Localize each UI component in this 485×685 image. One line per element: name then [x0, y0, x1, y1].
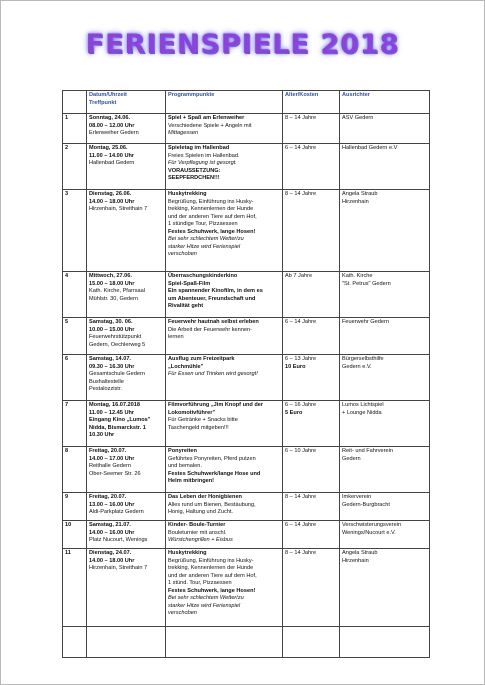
datum-line: 14.00 – 17.00 Uhr — [89, 455, 135, 462]
datum-line: Freitag, 20.07. — [89, 494, 127, 500]
table-row — [63, 190, 430, 272]
cell-alter — [283, 190, 340, 272]
program-table — [62, 90, 430, 658]
programm-line: Für Verpflegung ist gesorgt. — [168, 160, 237, 166]
cell-programm — [166, 447, 283, 493]
alter-line: 6 – 14 Jahre — [285, 145, 317, 151]
datum-line: 09.30 – 16.30 Uhr — [89, 363, 135, 370]
cell-ausrichter — [340, 493, 430, 521]
alter-line: 6 – 14 Jahre — [285, 319, 317, 325]
cell-datum — [87, 190, 166, 272]
empty-cell — [63, 627, 87, 658]
cell-ausrichter — [340, 355, 430, 401]
programm-line: Taschengeld mitgeben!!! — [168, 424, 229, 431]
ausrichter-line: Reit- und Fahrverein — [342, 448, 393, 454]
programm-line: Huskytrekking — [168, 191, 207, 197]
table-row — [63, 521, 430, 549]
cell-datum — [87, 447, 166, 493]
programm-line: Verschiedene Spiele + Angeln mit — [168, 122, 252, 129]
table-row — [63, 144, 430, 190]
cell-datum — [87, 355, 166, 401]
cell-alter — [283, 447, 340, 493]
cell-programm — [166, 355, 283, 401]
row-number: 1 — [63, 114, 87, 144]
ausrichter-line: Hirzenhain — [342, 557, 369, 564]
programm-line: Festes Schuhwerk/lange Hose und — [168, 470, 261, 477]
programm-line: Ein spannender Kinofilm, in dem es — [168, 288, 263, 294]
table-row — [63, 318, 430, 355]
datum-line: Samstag, 30. 06. — [89, 319, 133, 325]
cell-datum — [87, 272, 166, 318]
header-ausrichter: Ausrichter — [340, 91, 430, 114]
table-row — [63, 549, 430, 627]
cell-alter — [283, 549, 340, 627]
programm-line: und der anderen Tiere auf dem Hof, — [168, 213, 257, 220]
cell-programm — [166, 318, 283, 355]
datum-line: Freitag, 20.07. — [89, 448, 127, 454]
programm-line: Für Essen und Trinken wird gesorgt! — [168, 371, 258, 377]
datum-line: Platz Nucourt, Wenings — [89, 537, 148, 543]
datum-line: Aldi-Parkplatz Gedern — [89, 509, 144, 515]
cell-programm — [166, 401, 283, 447]
datum-line: 10.30 Uhr — [89, 432, 115, 438]
ausrichter-line: Gedern e.V. — [342, 363, 372, 370]
table-row — [63, 355, 430, 401]
ausrichter-line: Feuerwehr Gedern — [342, 319, 389, 325]
datum-line: Hirzenhain, Streithain 7 — [89, 206, 148, 212]
cell-programm — [166, 190, 283, 272]
row-number: 11 — [63, 549, 87, 627]
programm-line: um Abenteuer, Freundschaft und — [168, 295, 256, 302]
programm-line: Begrüßung, Einführung ins Husky- — [168, 557, 254, 564]
cell-datum — [87, 493, 166, 521]
datum-line: Feuerwehrstützpunkt — [89, 334, 142, 340]
programm-line: Würstchengrillen + Eisbus — [168, 537, 233, 543]
cell-datum — [87, 144, 166, 190]
programm-line: Freies Spielen im Hallenbad. — [168, 152, 240, 159]
datum-line: Reithalle Gedern — [89, 463, 131, 469]
programm-line: Spiel + Spaß am Erlenweiher — [168, 115, 245, 121]
programm-line: Überraschungskinderkino — [168, 273, 238, 279]
ausrichter-line: Lumos Lichtspiel — [342, 402, 384, 408]
alter-line: 6 – 14 Jahre — [285, 522, 317, 528]
table-row — [63, 401, 430, 447]
programm-line: Begrüßung, Einführung ins Husky- — [168, 198, 254, 205]
programm-line: Ausflug zum Freizeitpark — [168, 356, 235, 362]
empty-cell — [166, 627, 283, 658]
datum-line: Samstag, 21.07. — [89, 522, 131, 528]
cell-programm — [166, 114, 283, 144]
row-number: 2 — [63, 144, 87, 190]
ausrichter-line: Gedern-Burgbracht — [342, 501, 390, 508]
cell-ausrichter — [340, 190, 430, 272]
table-row — [63, 493, 430, 521]
ausrichter-line: Bürgerselbsthilfe — [342, 356, 384, 362]
cell-alter — [283, 144, 340, 190]
datum-line: Pestalozzistr. — [89, 386, 122, 392]
cell-ausrichter — [340, 447, 430, 493]
programm-line: Filmvorführung „Jim Knopf und der — [168, 402, 264, 408]
ausrichter-line: Wenings/Nucourt e.V. — [342, 529, 396, 536]
table-row — [63, 447, 430, 493]
cell-ausrichter — [340, 521, 430, 549]
cell-datum — [87, 318, 166, 355]
cell-alter — [283, 401, 340, 447]
datum-line: 08.00 – 12.00 Uhr — [89, 122, 135, 129]
programm-line: Das Leben der Honigbienen — [168, 494, 242, 500]
alter-line: 8 – 14 Jahre — [285, 115, 317, 121]
cell-ausrichter — [340, 318, 430, 355]
datum-line: Ober-Seemer Str. 26 — [89, 470, 141, 477]
datum-line: Gedern, Oechlerweg 5 — [89, 341, 146, 348]
programm-line: 1 stünd. Tour, Pizzaessen — [168, 580, 232, 586]
datum-line: Nidda, Bismarckstr. 1 — [89, 424, 146, 431]
datum-line: 14.00 – 18.00 Uhr — [89, 198, 135, 205]
programm-line: VORAUSSETZUNG: — [168, 167, 221, 174]
cell-datum — [87, 521, 166, 549]
datum-line: 14.00 – 18.00 Uhr — [89, 557, 135, 564]
header-alter: Alter/Kosten — [283, 91, 340, 114]
datum-line: 13.00 – 16.00 Uhr — [89, 501, 135, 508]
ausrichter-line: Gedern — [342, 455, 361, 462]
ausrichter-line: Hallenbad Gedern e.V — [342, 145, 398, 151]
cell-alter — [283, 521, 340, 549]
table-row — [63, 272, 430, 318]
ausrichter-line: Angela Straub — [342, 550, 378, 556]
programm-line: Rivalität geht — [168, 303, 204, 309]
datum-line: 11.00 – 12.45 Uhr — [89, 409, 135, 416]
datum-line: Bushaltestelle — [89, 378, 124, 385]
row-number: 10 — [63, 521, 87, 549]
datum-line: Eingang Kino „Lumos" — [89, 417, 151, 423]
cell-alter — [283, 272, 340, 318]
datum-line: Montag, 16.07.2018 — [89, 402, 140, 408]
datum-line: 15.00 – 18.00 Uhr — [89, 280, 135, 287]
cell-ausrichter — [340, 114, 430, 144]
programm-line: Geführtes Ponyreiten, Pferd putzen — [168, 455, 256, 462]
empty-cell — [283, 627, 340, 658]
alter-line: 8 – 14 Jahre — [285, 494, 317, 500]
ausrichter-line: Angela Straub — [342, 191, 378, 197]
alter-line: 6 – 16 Jahre — [285, 402, 317, 408]
cell-datum — [87, 401, 166, 447]
programm-line: Bei sehr schlechtem Wetter/zu — [168, 236, 244, 242]
programm-line: Alles rund um Bienen, Bestäubung, — [168, 501, 256, 508]
programm-line: und bemalen. — [168, 463, 202, 469]
programm-line: Helm mitbringen! — [168, 478, 214, 484]
row-number: 9 — [63, 493, 87, 521]
row-number: 4 — [63, 272, 87, 318]
cell-datum — [87, 549, 166, 627]
programm-line: Die Arbeit der Feuerwehr kennen- — [168, 326, 252, 333]
programm-line: Festes Schuhwerk, lange Hosen! — [168, 228, 256, 235]
programm-line: Kinder- Boule-Turnier — [168, 522, 226, 528]
cell-alter — [283, 355, 340, 401]
datum-line: Dienstag, 26.06. — [89, 191, 132, 197]
table-body — [63, 114, 430, 658]
alter-line: 5 Euro — [285, 409, 303, 416]
programm-line: starker Hitze wird Ferienspiel — [168, 243, 241, 250]
cell-programm — [166, 521, 283, 549]
alter-line: 8 – 14 Jahre — [285, 550, 317, 556]
row-number: 6 — [63, 355, 87, 401]
programm-line: Ponyreiten — [168, 448, 197, 454]
alter-line: 6 – 10 Jahre — [285, 448, 317, 454]
programm-line: Huskytrekking — [168, 550, 207, 556]
programm-line: lernen — [168, 334, 184, 340]
datum-line: Gesamtschule Gedern — [89, 371, 145, 377]
cell-datum — [87, 114, 166, 144]
programm-line: trekking, Kennenlernen der Hunde — [168, 206, 254, 212]
cell-ausrichter — [340, 144, 430, 190]
alter-line: 6 – 13 Jahre — [285, 356, 317, 362]
header-datum — [87, 91, 166, 114]
datum-line: Dienstag, 24.07. — [89, 550, 132, 556]
page-title: FERIENSPIELE 2018 — [85, 29, 400, 60]
datum-line: Hallenbad Gedern — [89, 160, 135, 166]
cell-programm — [166, 144, 283, 190]
programm-line: trekking, Kennenlernen der Hunde — [168, 565, 254, 571]
cell-ausrichter — [340, 272, 430, 318]
cell-ausrichter — [340, 549, 430, 627]
programm-line: Spieletag im Hallenbad — [168, 145, 230, 151]
programm-line: Bouleturnier mit anschl. — [168, 529, 227, 536]
empty-row — [63, 627, 430, 658]
programm-line: Mittagessen — [168, 130, 199, 136]
cell-alter — [283, 318, 340, 355]
programm-line: verschoben — [168, 251, 197, 257]
datum-line: Montag, 25.06. — [89, 145, 128, 151]
programm-line: Spiel-Spaß-Film — [168, 280, 211, 287]
table-row — [63, 114, 430, 144]
row-number: 3 — [63, 190, 87, 272]
programm-line: 1 stündige Tour, Pizzaessen — [168, 221, 238, 227]
cell-ausrichter — [340, 401, 430, 447]
alter-line: 10 Euro — [285, 363, 306, 370]
cell-programm — [166, 493, 283, 521]
cell-alter — [283, 114, 340, 144]
datum-line: Sonntag, 24.06. — [89, 115, 131, 121]
ausrichter-line: Kath. Kirche — [342, 273, 373, 279]
cell-alter — [283, 493, 340, 521]
ausrichter-line: + Lounge Nidda — [342, 409, 382, 416]
alter-line: 8 – 14 Jahre — [285, 191, 317, 197]
row-number: 7 — [63, 401, 87, 447]
ausrichter-line: "St. Petrus" Gedern — [342, 280, 391, 287]
cell-programm — [166, 549, 283, 627]
row-number: 8 — [63, 447, 87, 493]
programm-line: Festes Schuhwerk, lange Hosen! — [168, 587, 256, 594]
programm-line: und der anderen Tiere auf dem Hof, — [168, 572, 257, 579]
table-header-row — [63, 91, 430, 114]
programm-line: „Lochmühle" — [168, 363, 204, 370]
programm-line: verschoben — [168, 610, 197, 616]
datum-line: Mittwoch, 27.06. — [89, 273, 132, 279]
header-programm: Programmpunkte — [166, 91, 283, 114]
empty-cell — [340, 627, 430, 658]
programm-line: Für Getränke + Snacks bitte — [168, 417, 238, 423]
datum-line: 10.00 – 15.00 Uhr — [89, 326, 135, 333]
datum-line: Hirzenhain, Streithain 7 — [89, 565, 148, 571]
programm-line: Honig, Haltung und Zucht. — [168, 509, 233, 515]
ausrichter-line: Imkerverein — [342, 494, 372, 500]
ausrichter-line: Verschwisterungsverein — [342, 522, 402, 528]
datum-line: Erlenweiher Gedern — [89, 130, 139, 136]
ausrichter-line: Hirzenhain — [342, 198, 369, 205]
programm-line: SEEPFERDCHEN!!! — [168, 175, 220, 181]
datum-line: 11.00 – 14.00 Uhr — [89, 152, 135, 159]
datum-line: 14.00 – 16.00 Uhr — [89, 529, 135, 536]
programm-line: starker Hitze wird Ferienspiel — [168, 602, 241, 609]
programm-line: Bei sehr schlechtem Wetter/zu — [168, 595, 244, 601]
cell-programm — [166, 272, 283, 318]
ausrichter-line: ASV Gedern — [342, 115, 374, 121]
header-nr — [63, 91, 87, 114]
empty-cell — [87, 627, 166, 658]
programm-line: Feuerwehr hautnah selbst erleben — [168, 319, 259, 325]
datum-line: Kath. Kirche, Pfarrsaal — [89, 288, 145, 294]
programm-line: Lokomotivführer" — [168, 409, 216, 416]
row-number: 5 — [63, 318, 87, 355]
datum-line: Mühlstr. 30, Gedern — [89, 295, 139, 302]
header-datum-text: Datum/Uhrzeit Treffpunkt — [89, 92, 127, 106]
datum-line: Samstag, 14.07. — [89, 356, 131, 362]
alter-line: Ab 7 Jahre — [285, 273, 313, 279]
